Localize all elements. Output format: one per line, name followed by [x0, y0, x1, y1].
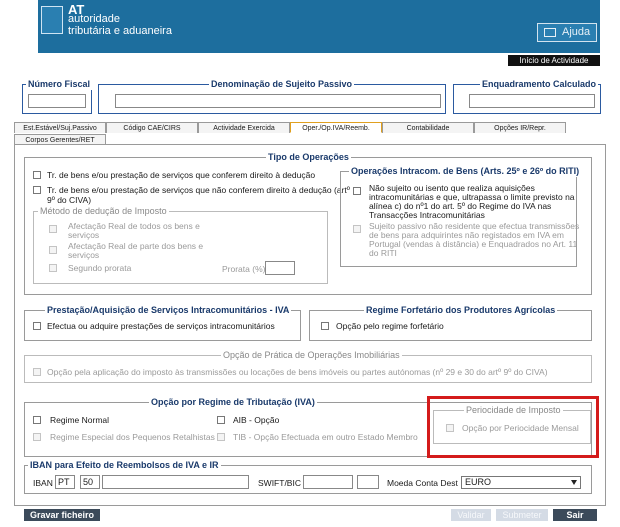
operations-type-title: Tipo de Operações	[268, 152, 349, 162]
distance-sales-label-4: do RITI	[369, 248, 397, 258]
periodicity-title: Periocidade de Imposto	[466, 405, 561, 415]
distance-sales-checkbox[interactable]	[353, 225, 361, 233]
real-allocation-part-label-2: serviços	[68, 250, 100, 260]
intracom-exempt-label-2: intracomunitárias e que, ultrapassa o limite previsto na	[369, 192, 575, 202]
taxpayer-name-input[interactable]	[115, 94, 441, 108]
currency-label: Moeda Conta Dest	[387, 478, 458, 488]
normal-regime-checkbox[interactable]	[33, 416, 41, 424]
aib-option-checkbox[interactable]	[217, 416, 225, 424]
intracom-services-title: Prestação/Aquisição de Serviços Intracomunitários - IVA	[47, 305, 290, 315]
tib-option-checkbox[interactable]	[217, 433, 225, 441]
exit-button[interactable]: Sair	[553, 509, 597, 521]
non-deductible-operations-checkbox[interactable]	[33, 186, 41, 194]
small-retailers-checkbox[interactable]	[33, 433, 41, 441]
highlight-frame	[427, 396, 599, 458]
name-label: Denominação de Sujeito Passivo	[211, 79, 353, 89]
tab-activity[interactable]: Actividade Exercida	[198, 122, 290, 133]
real-allocation-all-label-2: serviços	[68, 230, 100, 240]
non-deductible-operations-label-2: 9º do CIVA)	[47, 195, 92, 205]
intracom-title: Operações Intracom. de Bens (Arts. 25º e 26º do RITI)	[351, 166, 580, 176]
real-allocation-all-label: Afectação Real de todos os bens e	[68, 221, 200, 231]
chevron-down-icon	[571, 480, 577, 485]
tab-cae-code[interactable]: Código CAE/CIRS	[106, 122, 198, 133]
iban-check-input[interactable]: 50	[80, 475, 100, 489]
intracom-services-checkbox[interactable]	[33, 322, 41, 330]
tab-managers[interactable]: Corpos Gerentes/RET	[14, 134, 106, 145]
portugal-shield-icon	[41, 6, 63, 34]
nif-input[interactable]	[28, 94, 86, 108]
swift-input-1[interactable]	[303, 475, 353, 489]
small-retailers-label: Regime Especial dos Pequenos Retalhistas	[50, 432, 215, 442]
aib-option-label: AIB - Opção	[233, 415, 280, 425]
tab-accounting[interactable]: Contabilidade	[382, 122, 474, 133]
distance-sales-label-2: de bens para adquirintes não registados em IVA em	[369, 230, 564, 240]
currency-value: EURO	[465, 477, 492, 487]
prorata-percent-input[interactable]	[265, 261, 295, 275]
brand-line-2: autoridade	[68, 13, 120, 25]
intracom-exempt-label: Não sujeito ou isento que realiza aquisições	[369, 183, 535, 193]
nif-group	[22, 79, 92, 114]
real-estate-label: Opção pela aplicação do imposto às transmissões ou locações de bens imóveis ou partes autónomas (nº 29 e 30 do artº 9º do CIVA)	[47, 367, 548, 377]
real-allocation-all-checkbox[interactable]	[49, 225, 57, 233]
help-label: Ajuda	[562, 26, 591, 38]
swift-input-2[interactable]	[357, 475, 379, 489]
intracom-services-label: Efectua ou adquire prestações de serviços intracomunitários	[47, 321, 275, 331]
deductible-operations-label: Tr. de bens e/ou prestação de serviços que conferem direito à dedução	[47, 170, 316, 180]
iban-label: IBAN	[33, 478, 53, 488]
brand-at: AT	[68, 2, 85, 17]
tab-establishment[interactable]: Est.Estável/Suj.Passivo	[14, 122, 106, 133]
prorata-checkbox[interactable]	[49, 264, 57, 272]
currency-select[interactable]	[461, 476, 581, 489]
framework-input[interactable]	[469, 94, 595, 108]
help-button[interactable]	[537, 23, 597, 42]
prorata-percent-label: Prorata (%)	[222, 264, 266, 274]
intracom-exempt-checkbox[interactable]	[353, 187, 361, 195]
flat-rate-farmers-title: Regime Forfetário dos Produtores Agrícolas	[366, 305, 556, 315]
distance-sales-label-3: Portugal (vendas à distância) e Enquadrados no Art. 11	[369, 239, 578, 249]
real-allocation-part-checkbox[interactable]	[49, 246, 57, 254]
iban-title: IBAN para Efeito de Reembolsos de IVA e IR	[30, 460, 219, 470]
framework-label: Enquadramento Calculado	[482, 79, 597, 89]
distance-sales-label: Sujeito passivo não residente que efectua transmissões	[369, 221, 580, 231]
real-allocation-part-label: Afectação Real de parte dos bens e	[68, 241, 204, 251]
prorata-label: Segundo prorata	[68, 263, 132, 273]
deduction-method-title: Método de dedução de Imposto	[40, 206, 167, 216]
tax-regime-title: Opção por Regime de Tributação (IVA)	[151, 397, 315, 407]
normal-regime-label: Regime Normal	[50, 415, 110, 425]
name-group	[98, 79, 446, 114]
flat-rate-farmers-checkbox[interactable]	[321, 322, 329, 330]
flat-rate-farmers-label: Opção pelo regime forfetário	[336, 321, 444, 331]
validate-button[interactable]: Validar	[451, 509, 491, 521]
non-deductible-operations-label: Tr. de bens e/ou prestação de serviços que não conferem direito à dedução (artº	[47, 185, 350, 195]
real-estate-title: Opção de Prática de Operações Imobiliárias	[223, 350, 400, 360]
tab-ir-options[interactable]: Opções IR/Repr.	[474, 122, 566, 133]
iban-country-input[interactable]: PT	[55, 475, 75, 489]
tib-option-label: TIB - Opção Efectuada em outro Estado Membro	[233, 432, 418, 442]
swift-label: SWIFT/BIC	[258, 478, 301, 488]
deductible-operations-checkbox[interactable]	[33, 171, 41, 179]
monthly-periodicity-label: Opção por Periocidade Mensal	[462, 423, 579, 433]
app-header	[38, 0, 600, 53]
submit-button[interactable]: Submeter	[496, 509, 548, 521]
brand-line-3: tributária e aduaneira	[68, 25, 172, 37]
help-window-icon	[544, 28, 556, 37]
framework-group	[453, 79, 601, 114]
real-estate-checkbox[interactable]	[33, 368, 41, 376]
intracom-exempt-label-3: alínea c) do nº1 do art. 5º do Regime do IVA nas	[369, 201, 552, 211]
save-file-button[interactable]: Gravar ficheiro	[24, 509, 100, 521]
nif-label: Número Fiscal	[28, 79, 91, 89]
activity-title: Início de Actividade	[508, 55, 600, 66]
intracom-exempt-label-4: Transacções Intracomunitárias	[369, 210, 485, 220]
tab-iva-operations[interactable]: Oper./Op.IVA/Reemb.	[290, 122, 382, 133]
iban-account-input[interactable]	[102, 475, 249, 489]
